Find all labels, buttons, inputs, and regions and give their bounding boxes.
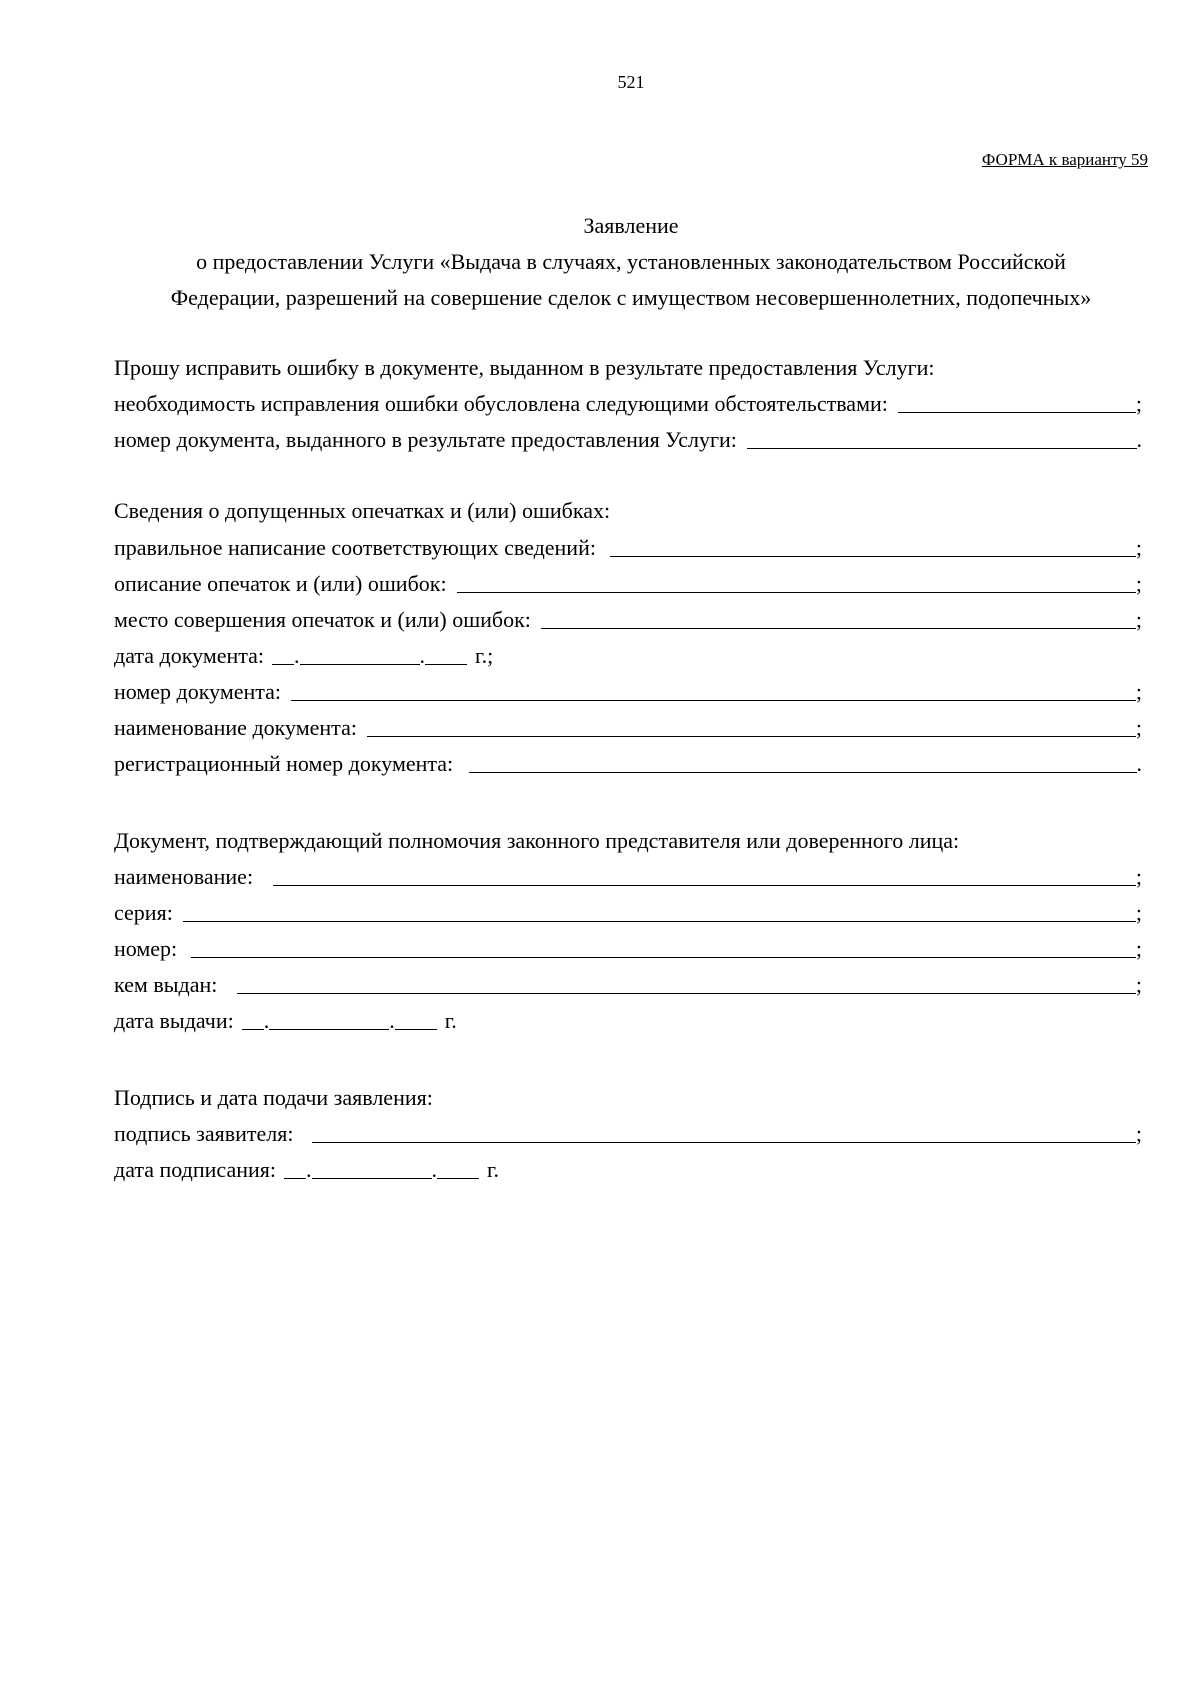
correct-spelling-row: правильное написание соответствующих сведений: ; — [114, 533, 1142, 563]
error-description-field[interactable] — [457, 591, 1136, 593]
correction-heading: Прошу исправить ошибку в документе, выданном в результате предоставления Услуги: — [114, 355, 935, 380]
authority-number-label: номер: — [114, 936, 178, 961]
correction-reason-label: необходимость исправления ошибки обусловлена следующими обстоятельствами: — [114, 391, 888, 416]
authority-number-field[interactable] — [191, 956, 1136, 958]
correct-spelling-field[interactable] — [610, 555, 1136, 557]
title-line-1: Заявление — [583, 213, 679, 238]
authority-series-label: серия: — [114, 900, 173, 925]
authority-number-row: номер: ; — [114, 934, 1142, 964]
signature-heading: Подпись и дата подачи заявления: — [114, 1085, 433, 1110]
applicant-signature-label: подпись заявителя: — [114, 1121, 294, 1146]
reg-number-row: регистрационный номер документа: . — [114, 749, 1142, 779]
authority-heading: Документ, подтверждающий полномочия законного представителя или доверенного лица: — [114, 828, 960, 853]
authority-name-row: наименование: ; — [114, 862, 1142, 892]
error-description-label: описание опечаток и (или) ошибок: — [114, 571, 447, 596]
authority-name-field[interactable] — [273, 884, 1136, 886]
document-title — [0, 208, 1200, 316]
doc-date-year-field[interactable] — [425, 663, 467, 665]
correction-reason-field[interactable] — [898, 411, 1136, 413]
authority-issue-date-row: дата выдачи: . . г. — [114, 1006, 457, 1036]
signing-date-label: дата подписания: — [114, 1157, 276, 1182]
reg-number-field[interactable] — [469, 771, 1136, 773]
signing-date-day-field[interactable] — [284, 1177, 306, 1179]
authority-issued-by-field[interactable] — [237, 992, 1136, 994]
doc-date-label: дата документа: — [114, 643, 265, 668]
issue-date-day-field[interactable] — [242, 1028, 264, 1030]
authority-issued-by-label: кем выдан: — [114, 972, 218, 997]
error-doc-name-field[interactable] — [367, 735, 1136, 737]
authority-name-label: наименование: — [114, 864, 254, 889]
error-doc-number-row: номер документа: ; — [114, 677, 1142, 707]
doc-date-day-field[interactable] — [272, 663, 294, 665]
page-number: 521 — [617, 72, 645, 92]
doc-date-row: дата документа: . . г.; — [114, 641, 493, 671]
signing-date-row: дата подписания: . . г. — [114, 1155, 499, 1185]
error-doc-number-field[interactable] — [291, 699, 1136, 701]
authority-issued-by-row: кем выдан: ; — [114, 970, 1142, 1000]
correction-doc-number-field[interactable] — [747, 447, 1137, 449]
error-location-field[interactable] — [541, 627, 1136, 629]
error-location-row: место совершения опечаток и (или) ошибок: ; — [114, 605, 1142, 635]
issue-date-year-field[interactable] — [395, 1028, 437, 1030]
correction-doc-number-row: номер документа, выданного в результате предоставления Услуги: . — [114, 425, 1142, 455]
error-doc-name-row: наименование документа: ; — [114, 713, 1142, 743]
authority-series-field[interactable] — [183, 920, 1136, 922]
correct-spelling-label: правильное написание соответствующих сведений: — [114, 535, 596, 560]
form-reference: ФОРМА к варианту 59 — [981, 150, 1148, 169]
applicant-signature-row: подпись заявителя: ; — [114, 1119, 1142, 1149]
signing-date-month-field[interactable] — [312, 1177, 432, 1179]
correction-doc-number-label: номер документа, выданного в результате предоставления Услуги: — [114, 427, 737, 452]
reg-number-label: регистрационный номер документа: — [114, 751, 454, 776]
authority-series-row: серия: ; — [114, 898, 1142, 928]
signing-date-year-field[interactable] — [437, 1177, 479, 1179]
title-line-2: о предоставлении Услуги «Выдача в случаях, установленных законодательством Российской — [196, 249, 1066, 274]
title-line-3: Федерации, разрешений на совершение сделок с имуществом несовершеннолетних, подопечных» — [170, 285, 1092, 310]
applicant-signature-field[interactable] — [312, 1141, 1136, 1143]
errors-heading: Сведения о допущенных опечатках и (или) ошибках: — [114, 498, 611, 523]
issue-date-month-field[interactable] — [269, 1028, 389, 1030]
error-description-row: описание опечаток и (или) ошибок: ; — [114, 569, 1142, 599]
authority-issue-date-label: дата выдачи: — [114, 1008, 234, 1033]
error-doc-number-label: номер документа: — [114, 679, 282, 704]
error-location-label: место совершения опечаток и (или) ошибок: — [114, 607, 531, 632]
error-doc-name-label: наименование документа: — [114, 715, 357, 740]
doc-date-month-field[interactable] — [300, 663, 420, 665]
correction-reason-row: необходимость исправления ошибки обусловлена следующими обстоятельствами: ; — [114, 389, 1142, 419]
